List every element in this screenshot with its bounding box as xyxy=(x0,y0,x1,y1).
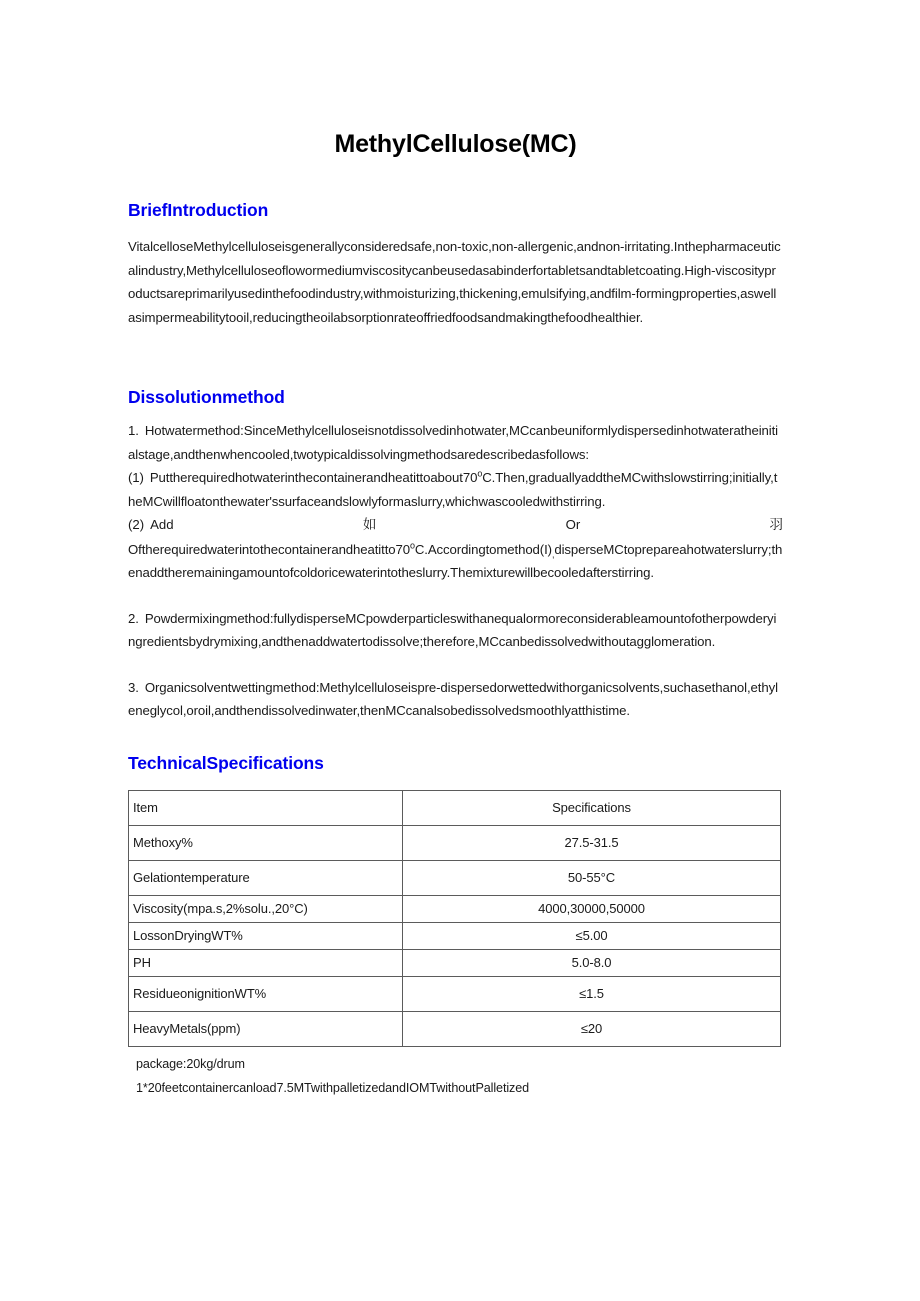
comma-mark: , xyxy=(551,549,555,560)
cjk-character-ru: 如 xyxy=(362,517,377,533)
dissolution-subitem-1-text-a: Puttherequiredhotwaterinthecontainerandheatittoabout70 xyxy=(149,470,478,485)
table-row xyxy=(129,825,781,860)
list-marker-2: 2. xyxy=(128,610,139,626)
list-marker-3: 3. xyxy=(128,679,139,695)
document-content xyxy=(128,0,783,1100)
table-cell-item: HeavyMetals(ppm) xyxy=(129,1011,403,1046)
table-cell-item: ResidueonignitionWT% xyxy=(129,976,403,1011)
table-row xyxy=(129,976,781,1011)
container-load-note: 1*20feetcontainercanload7.5MTwithpalletizedandIOMTwithoutPalletized xyxy=(136,1080,530,1095)
table-cell-spec: 50-55°C xyxy=(403,860,781,895)
table-row xyxy=(129,860,781,895)
dissolution-item-1 xyxy=(128,419,783,466)
cjk-character-yu: 羽 xyxy=(769,517,783,533)
add-word: Add xyxy=(150,517,174,532)
or-word: Or xyxy=(565,517,581,532)
dissolution-item-3 xyxy=(128,676,783,723)
table-cell-spec: ≤1.5 xyxy=(403,976,781,1011)
table-cell-spec: 4000,30000,50000 xyxy=(403,895,781,922)
table-cell-item: Gelationtemperature xyxy=(129,860,403,895)
table-row xyxy=(129,949,781,976)
technical-specifications-table xyxy=(128,790,781,1047)
section-heading-dissolution-method: Dissolutionmethod xyxy=(128,387,285,407)
table-cell-spec: ≤20 xyxy=(403,1011,781,1046)
table-header-row xyxy=(129,790,781,825)
section-heading-technical-specifications: TechnicalSpecifications xyxy=(128,752,324,773)
column-header-specifications: Specifications xyxy=(403,790,781,825)
packaging-note: package:20kg/drum xyxy=(136,1056,245,1071)
section-heading-brief-introduction: BriefIntroduction xyxy=(128,200,269,220)
dissolution-subitem-2-heading-line xyxy=(128,513,783,538)
column-header-item: Item xyxy=(129,790,403,825)
table-cell-spec: 5.0-8.0 xyxy=(403,949,781,976)
degree-symbol: o xyxy=(477,468,483,479)
degree-symbol: o xyxy=(409,540,415,551)
dissolution-subitem-2-text-b: C.Accordingtomethod(I) xyxy=(414,541,552,557)
dissolution-subitem-1-text-b: C.Then,graduallyaddtheMCwithslowstirring;initially,theMCwillfloatonthewater'ssurfaceandslowlyformaslurry,whichwascooledwithstirring. xyxy=(128,470,778,509)
dissolution-subitem-1 xyxy=(128,466,783,513)
spacer xyxy=(128,654,783,676)
list-marker-sub-1: (1) xyxy=(128,470,144,485)
dissolution-subitem-2-body xyxy=(128,538,783,585)
table-cell-item: Methoxy% xyxy=(129,825,403,860)
table-cell-item: LossonDryingWT% xyxy=(129,922,403,949)
list-marker-1: 1. xyxy=(128,423,139,438)
dissolution-item-2 xyxy=(128,607,783,654)
list-marker-sub-2: (2) xyxy=(128,517,145,532)
page-title: MethylCellulose(MC) xyxy=(334,130,577,158)
brief-introduction-paragraph: VitalcelloseMethylcelluloseisgenerallyconsideredsafe,non-toxic,non-allergenic,andnon-irritating.Inthepharmaceuticalindustry,Methylcelluloseoflowormediumviscositycanbeusedasabinderfortabletsandtabletcoating.High-viscosityproductsareprimarilyusedinthefoodindustry,withmoisturizing,thickening,emulsifying,andfilm-formingproperties,aswellasimpermeabilitytooil,reducingtheoilabsorptionrateoffriedfoodsandmakingthefoodhealthier. xyxy=(128,239,781,325)
table-cell-spec: 27.5-31.5 xyxy=(403,825,781,860)
dissolution-item-3-text: Organicsolventwettingmethod:Methylcelluloseispre-dispersedorwettedwithorganicsolvents,suchasethanol,ethyleneglycol,oroil,andthendissolvedinwater,thenMCcanalsobedissolvedsmoothlyatthistime. xyxy=(128,679,778,718)
table-row xyxy=(129,922,781,949)
table-cell-spec: ≤5.00 xyxy=(403,922,781,949)
spacer xyxy=(128,585,783,607)
dissolution-subitem-2-add xyxy=(128,513,174,537)
dissolution-subitem-2-text-c: disperseMCtoprepareahotwaterslurry;thenaddtheremainingamountofcoldoricewaterintotheslurry.Themixturewillbecooledafterstirring. xyxy=(128,541,783,580)
dissolution-item-2-text: Powdermixingmethod:fullydisperseMCpowderparticleswithanequalormoreconsiderableamountofotherpowderyingredientsbydrymixing,andthenaddwatertodissolve;therefore,MCcanbedissolvedwithoutagglomeration. xyxy=(128,610,777,649)
spacer xyxy=(128,408,783,419)
table-row xyxy=(129,895,781,922)
dissolution-item-1-text: Hotwatermethod:SinceMethylcelluloseisnotdissolvedinhotwater,MCcanbeuniformlydispersedinhotwateratheinitialstage,andthenwhencooled,twotypicaldissolvingmethodsaredescribedasfollows: xyxy=(128,423,779,462)
table-cell-item: PH xyxy=(129,949,403,976)
table-cell-item: Viscosity(mpa.s,2%solu.,20°C) xyxy=(129,895,403,922)
dissolution-subitem-2-text-a: Oftherequiredwaterintothecontainerandheatitto70 xyxy=(128,541,410,557)
table-row xyxy=(129,1011,781,1046)
